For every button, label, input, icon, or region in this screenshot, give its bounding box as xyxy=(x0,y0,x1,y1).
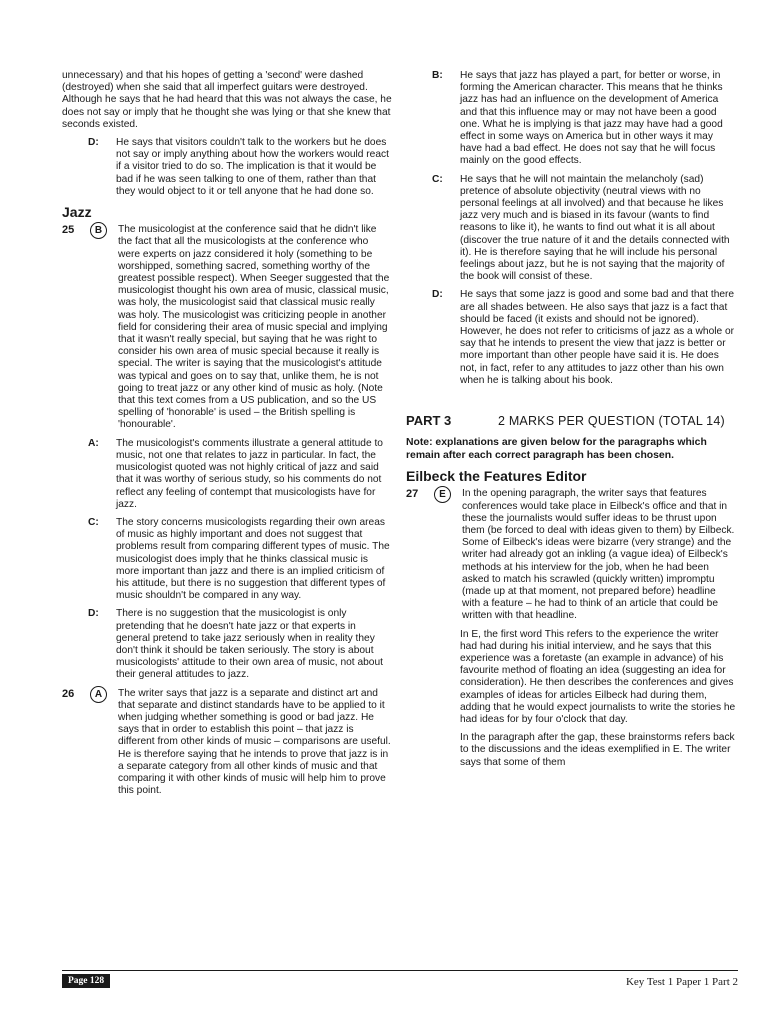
option-letter: D: xyxy=(88,608,99,620)
page-number: Page 128 xyxy=(62,974,110,988)
question-number: 25 xyxy=(62,224,75,237)
footer-section-label: Key Test 1 Paper 1 Part 2 xyxy=(625,976,738,988)
option-d xyxy=(88,608,392,681)
explanation-note: Note: explanations are given below for the paragraphs which remain after each correct paragraph has been chosen. xyxy=(406,437,707,461)
question-27-paragraph-2: In E, the first word This refers to the experience the writer had had during his initial interview, and he says that this experience was a foretaste (an example in advance) of his favourite method of floating an idea (suggesting an idea for consideration). He then describes the conferences and gives examples of ideas for articles Eilbeck had during them, adding that he would expect journalists to write the stories he had ideas for by four o'clock that day. xyxy=(460,628,736,725)
question-number: 26 xyxy=(62,687,75,700)
option-d-previous xyxy=(88,137,392,198)
option-letter: A: xyxy=(88,437,99,449)
option-letter: D: xyxy=(88,137,99,149)
section-heading-jazz: Jazz xyxy=(62,204,92,221)
question-27 xyxy=(406,488,736,622)
question-explanation: The musicologist at the conference said that he didn't like the fact that all the musicologists at the conference who were experts on jazz considered it holy (something to be worshipped, something sacred, something worthy of the greatest possible respect). When Seeger suggested that the musicologist thought his own area of music, classical music, was holy, the musicologist said that classical music really was holy. The musicologist was criticizing people in another field for considering their area of music special and implying that it wasn't really special, but saying that he was right to consider his own area of music special because it really is special. The writer is saying that the musicologist's attitude was typical and goes on to say that, unlike them, he is not going to treat jazz or any other kind of music as holy. (Note that this text comes from a US publication, and so the US spelling of 'honorable' is used – the British spelling is 'honourable'. xyxy=(118,224,390,431)
continued-paragraph: unnecessary) and that his hopes of getting a 'second' were dashed (destroyed) when she said that all imperfect guitars were destroyed. Although he says that he had heard that this was not always the case, he does not say or imply that he thought she was lying or that she knew that seconds existed. xyxy=(62,70,392,130)
right-column xyxy=(406,70,736,775)
option-a xyxy=(88,438,392,511)
left-column xyxy=(62,70,392,803)
option-d xyxy=(432,289,736,387)
answer-circle: A xyxy=(90,686,107,703)
part-label: PART 3 xyxy=(406,413,452,429)
option-text: The musicologist's comments illustrate a general attitude to music, not one that relates to jazz in particular. In fact, the musicologist quoted was not highly critical of jazz and said that it was worthy of serious study, so his comments do not reflect any feeling of contempt that musicologists have for jazz. xyxy=(116,437,383,510)
question-25 xyxy=(62,224,392,431)
question-26 xyxy=(62,688,392,798)
option-letter: C: xyxy=(432,173,443,185)
option-text: There is no suggestion that the musicologist is only pretending that he doesn't hate jazz or that experts in general pretend to take jazz seriously when in reality they don't think it should be taken seriously. The story is about musicologists' attitude to their own area of music, not about their general attitudes to jazz. xyxy=(116,608,383,681)
option-text: The story concerns musicologists regarding their own areas of music as highly important and does not suggest that problems result from comparing different types of music. The musicologist does imply that he thinks classical music is more important than jazz and there is an implied criticism of his attitude, but there is no suggestion that different types of music shouldn't be compared in any way. xyxy=(116,516,390,602)
option-c xyxy=(432,174,736,284)
option-text: He says that visitors couldn't talk to the workers but he does not say or imply anything about how the workers would react if a visitor tried to do so. The implication is that it would be bad if he was seen talking to one of them, rather than that they would object to it or tell anyone that he had done so. xyxy=(116,137,389,197)
option-text: He says that some jazz is good and some bad and that there are all shades between. He also says that jazz is a fact that should be faced (it exists and should not be ignored). However, he does not refer to criticisms of jazz as a whole or say that he intends to present the view that jazz is better or more important than other people have said it is. He does not, in fact, refer to any attitudes to jazz other than his own when he is talking about his book. xyxy=(460,289,735,386)
answer-circle: E xyxy=(434,486,451,503)
part-marks: 2 MARKS PER QUESTION (TOTAL 14) xyxy=(498,414,725,429)
answer-circle: B xyxy=(90,222,107,239)
option-letter: C: xyxy=(88,516,99,528)
footer-rule xyxy=(62,970,738,971)
option-letter: B: xyxy=(432,70,443,81)
option-letter: D: xyxy=(432,289,443,301)
option-text: He says that jazz has played a part, for better or worse, in forming the American character. This means that he thinks jazz has had an influence on the development of America and that this influence may or may not have been a good one. What he is implying is that jazz may have had a good effect in some ways on America but in other ways it may have had a bad effect. He does not say that he will focus mainly on the good effects. xyxy=(460,70,723,167)
question-explanation: In the opening paragraph, the writer says that features conferences would take place in Eilbeck's office and that in these the journalists would suffer ideas to be thrust upon them (be forced to deal with ideas given to them) by Eilbeck. Some of Eilbeck's ideas were bizarre (very strange) and the writer had already got an inkling (a vague idea) of Eilbeck's methods at his interview for the job, when he had been asked to match his scrawled (quickly written) impromptu (made up at that moment, not prepared before) headline with a feature – he had to think of an article that could be written with that headline. xyxy=(462,488,735,622)
option-c xyxy=(88,517,392,602)
question-27-paragraph-3: In the paragraph after the gap, these brainstorms refers back to the discussions and the ideas exemplified in E. The writer says that some of them xyxy=(460,732,735,768)
section-heading-eilbeck: Eilbeck the Features Editor xyxy=(406,468,587,485)
question-number: 27 xyxy=(406,488,419,501)
option-b xyxy=(432,70,736,168)
question-explanation: The writer says that jazz is a separate and distinct art and that separate and distinct standards have to be applied to it when judging whether something is good or bad jazz. He says that in order to establish this point – that jazz is different from other kinds of music – comparisons are useful. He is therefore saying that he intends to prove that jazz is in a separate category from all other kinds of music and that comparing it with other kinds of music will help him to prove this point. xyxy=(118,687,391,797)
option-text: He says that he will not maintain the melancholy (sad) pretence of absolute objectivity (neutral views with no personal feelings at all involved) and that because he likes jazz very much and is biased in its favour (wants to find reasons to like it), he wants to find out what it is all about (discover the true nature of it and the details connected with it). He is therefore saying that he will include his personal feelings about jazz, but he is not saying that the majority of the book will consist of these. xyxy=(460,173,730,283)
part-heading xyxy=(406,415,736,427)
